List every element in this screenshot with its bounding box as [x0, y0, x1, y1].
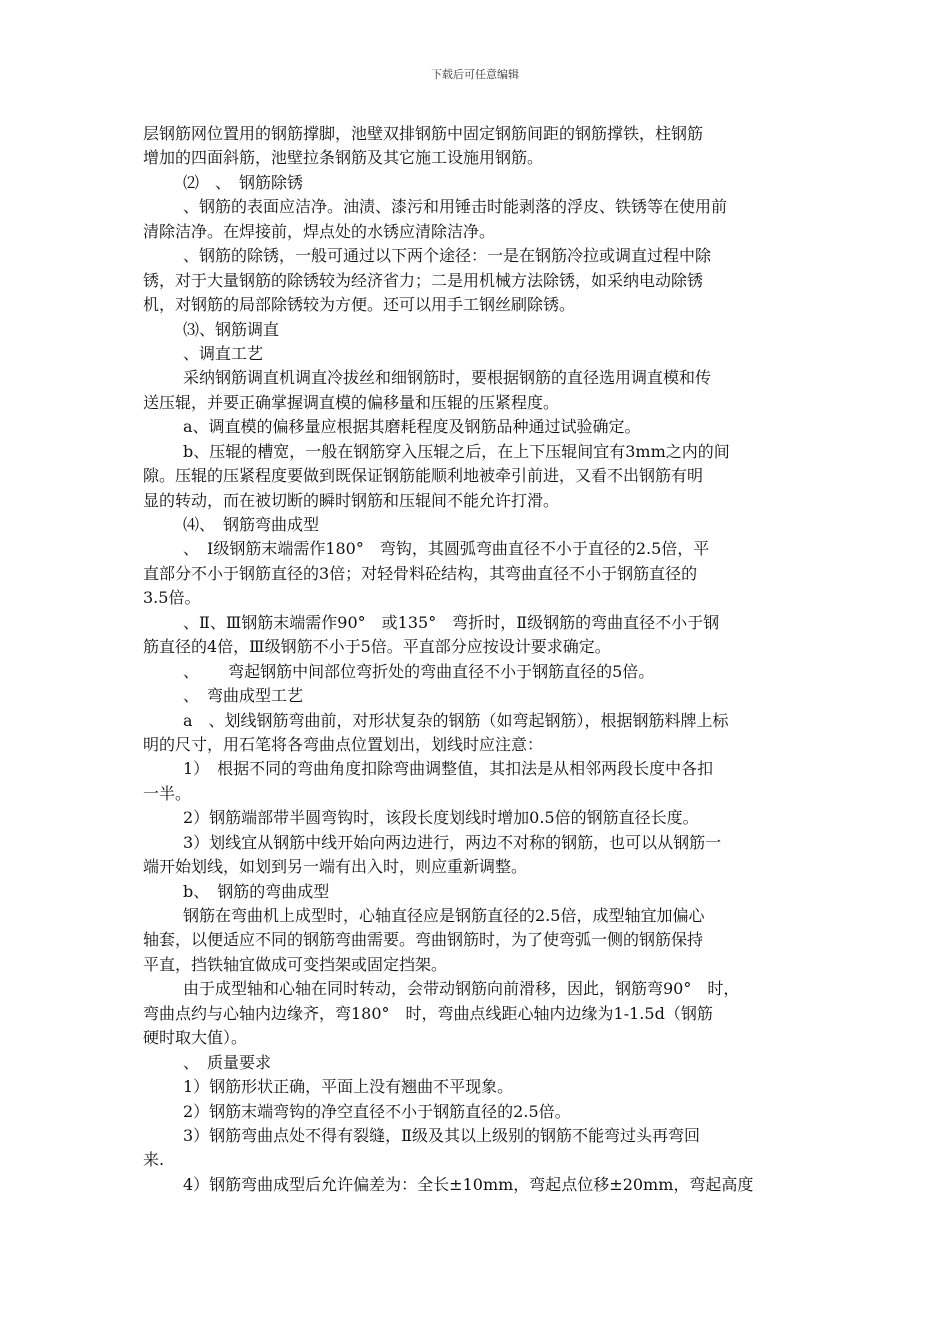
text-line: 、调直工艺: [183, 343, 264, 363]
page-header: 下载后可任意编辑: [431, 68, 519, 81]
text-line: 层钢筋网位置用的钢筋撑脚，池壁双排钢筋中固定钢筋间距的钢筋撑铁，柱钢筋: [143, 124, 704, 143]
text-line: 、Ⅱ、Ⅲ钢筋末端需作90° 或135° 弯折时，Ⅱ级钢筋的弯曲直径不小于钢: [183, 612, 720, 632]
text-line: 、钢筋的除锈，一般可通过以下两个途径：一是在钢筋冷拉或调直过程中除: [183, 246, 712, 266]
text-line: 机，对钢筋的局部除锈较为方便。还可以用手工钢丝刷除锈。: [143, 295, 576, 315]
text-line: 隙。压辊的压紧程度要做到既保证钢筋能顺利地被牵引前进，又看不出钢筋有明: [143, 466, 704, 486]
text-line: 2）钢筋端部带半圆弯钩时，该段长度划线时增加0.5倍的钢筋直径长度。: [183, 808, 699, 828]
text-line: 轴套，以便适应不同的钢筋弯曲需要。弯曲钢筋时，为了使弯弧一侧的钢筋保持: [143, 930, 704, 950]
text-line: 硬时取大值）。: [143, 1028, 248, 1048]
text-line: ⑷、 钢筋弯曲成型: [183, 515, 320, 534]
text-line: a 、划线钢筋弯曲前，对形状复杂的钢筋（如弯起钢筋），根据钢筋料牌上标: [183, 710, 729, 730]
text-line: 2）钢筋末端弯钩的净空直径不小于钢筋直径的2.5倍。: [183, 1101, 571, 1121]
text-line: 弯曲点约与心轴内边缘齐，弯180° 时，弯曲点线距心轴内边缘为1-1.5d（钢筋: [143, 1003, 713, 1023]
text-line: b、 钢筋的弯曲成型: [183, 881, 330, 901]
text-line: 端开始划线，如划到另一端有出入时，则应重新调整。: [143, 857, 528, 877]
text-line: 、 弯曲成型工艺: [183, 686, 304, 706]
text-line: 3.5倍。: [143, 588, 201, 608]
text-line: 锈，对于大量钢筋的除锈较为经济省力；二是用机械方法除锈，如采纳电动除锈: [143, 270, 704, 290]
text-line: 明的尺寸，用石笔将各弯曲点位置划出，划线时应注意：: [143, 734, 544, 754]
text-line: 直部分不小于钢筋直径的3倍；对轻骨料砼结构，其弯曲直径不小于钢筋直径的: [143, 563, 698, 583]
text-line: 显的转动，而在被切断的瞬时钢筋和压辊间不能允许打滑。: [143, 490, 560, 510]
text-line: 一半。: [143, 783, 192, 803]
text-line: 由于成型轴和心轴在同时转动，会带动钢筋向前滑移，因此，钢筋弯90° 时，: [183, 979, 740, 999]
document-body: [143, 122, 813, 1197]
text-line: 、 Ⅰ级钢筋末端需作180° 弯钩，其圆弧弯曲直径不小于直径的2.5倍，平: [183, 539, 710, 559]
text-line: 钢筋在弯曲机上成型时，心轴直径应是钢筋直径的2.5倍，成型轴宜加偏心: [183, 906, 705, 925]
text-line: 、 质量要求: [183, 1052, 272, 1072]
text-line: 平直，挡铁轴宜做成可变挡架或固定挡架。: [143, 954, 448, 974]
text-line: 清除洁净。在焊接前，焊点处的水锈应清除洁净。: [143, 221, 496, 241]
text-line: 来.: [143, 1150, 165, 1170]
text-line: ⑶、钢筋调直: [183, 319, 280, 339]
text-line: 3）划线宜从钢筋中线开始向两边进行，两边不对称的钢筋，也可以从钢筋一: [183, 832, 722, 852]
text-line: 、 弯起钢筋中间部位弯折处的弯曲直径不小于钢筋直径的5倍。: [183, 661, 655, 681]
text-line: 增加的四面斜筋，池壁拉条钢筋及其它施工设施用钢筋。: [143, 148, 544, 168]
text-line: a、调直模的偏移量应根据其磨耗程度及钢筋品种通过试验确定。: [183, 417, 641, 437]
text-line: 4）钢筋弯曲成型后允许偏差为：全长±10mm，弯起点位移±20mm，弯起高度: [183, 1174, 754, 1194]
text-line: 送压辊，并要正确掌握调直模的偏移量和压辊的压紧程度。: [143, 392, 560, 412]
text-line: 采纳钢筋调直机调直冷拔丝和细钢筋时，要根据钢筋的直径选用调直模和传: [183, 368, 712, 388]
text-line: 1）钢筋形状正确，平面上没有翘曲不平现象。: [183, 1077, 514, 1097]
text-line: 、钢筋的表面应洁净。油渍、漆污和用锤击时能剥落的浮皮、铁锈等在使用前: [183, 197, 728, 217]
text-line: 1） 根据不同的弯曲角度扣除弯曲调整值，其扣法是从相邻两段长度中各扣: [183, 759, 714, 779]
text-line: 筋直径的4倍，Ⅲ级钢筋不小于5倍。平直部分应按设计要求确定。: [143, 637, 611, 657]
text-line: ⑵ 、 钢筋除锈: [183, 172, 304, 192]
text-line: 3）钢筋弯曲点处不得有裂缝，Ⅱ级及其以上级别的钢筋不能弯过头再弯回: [183, 1125, 701, 1145]
text-line: b、压辊的槽宽，一般在钢筋穿入压辊之后，在上下压辊间宜有3mm之内的间: [183, 441, 730, 461]
